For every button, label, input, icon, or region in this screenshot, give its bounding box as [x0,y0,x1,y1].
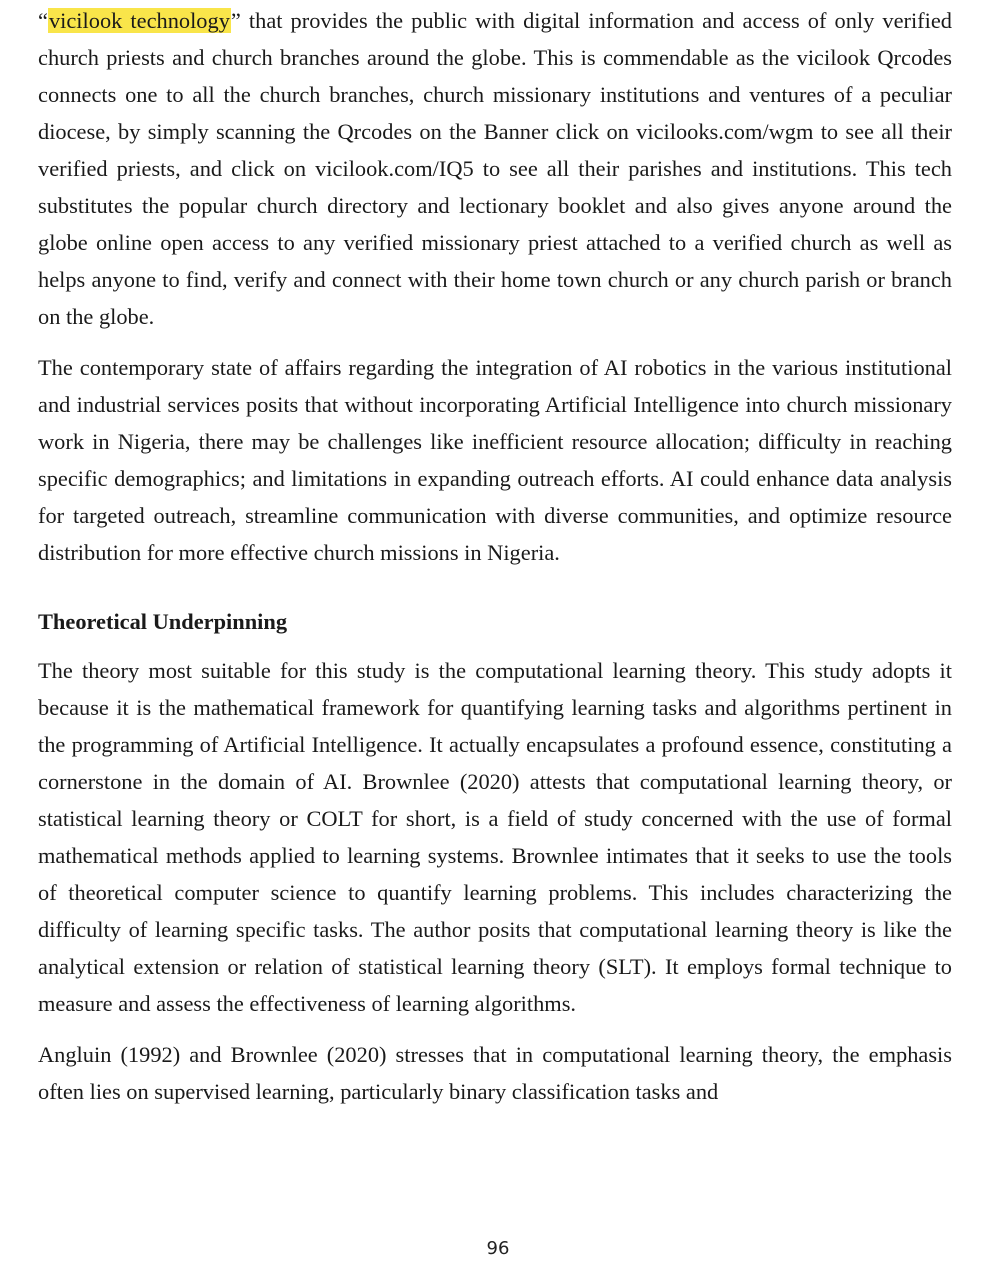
paragraph-vicilook-text: ” that provides the public with digital information and access of only verified church priests and church branches around the globe. This is commendable as the vicilook Qrcodes connects one to all the church branches, church missionary institutions and ventures of a peculiar diocese, by simply scanning the Qrcodes on the Banner click on vicilooks.com/wgm to see all their verified priests, and click on vicilook.com/IQ5 to see all their parishes and institutions. This tech substitutes the popular church directory and lectionary booklet and also gives anyone around the globe online open access to any verified missionary priest attached to a verified church as well as helps anyone to find, verify and connect with their home town church or any church parish or branch on the globe. [38,8,952,329]
section-heading: Theoretical Underpinning [38,609,288,634]
paragraph-angluin: Angluin (1992) and Brownlee (2020) stresses that in computational learning theory, the emphasis often lies on supervised learning, particularly binary classification tasks and [38,1042,952,1104]
document-page [38,2,952,1110]
open-quote: “ [38,8,48,33]
paragraph-contemporary-ai: The contemporary state of affairs regarding the integration of AI robotics in the various institutional and industrial services posits that without incorporating Artificial Intelligence into church missionary work in Nigeria, there may be challenges like inefficient resource allocation; difficulty in reaching specific demographics; and limitations in expanding outreach efforts. AI could enhance data analysis for targeted outreach, streamline communication with diverse communities, and optimize resource distribution for more effective church missions in Nigeria. [38,355,952,565]
page-number: 96 [486,1238,510,1259]
paragraph-theory: The theory most suitable for this study is the computational learning theory. This study adopts it because it is the mathematical framework for quantifying learning tasks and algorithms pertinent in the programming of Artificial Intelligence. It actually encapsulates a profound essence, constituting a cornerstone in the domain of AI. Brownlee (2020) attests that computational learning theory, or statistical learning theory or COLT for short, is a field of study concerned with the use of formal mathematical methods applied to learning systems. Brownlee intimates that it seeks to use the tools of theoretical computer science to quantify learning problems. This includes characterizing the difficulty of learning specific tasks. The author posits that computational learning theory is like the analytical extension or relation of statistical learning theory (SLT). It employs formal technique to measure and assess the effectiveness of learning algorithms. [38,658,952,1016]
paragraph-vicilook [38,2,952,335]
highlighted-phrase: vicilook technology [48,8,230,33]
